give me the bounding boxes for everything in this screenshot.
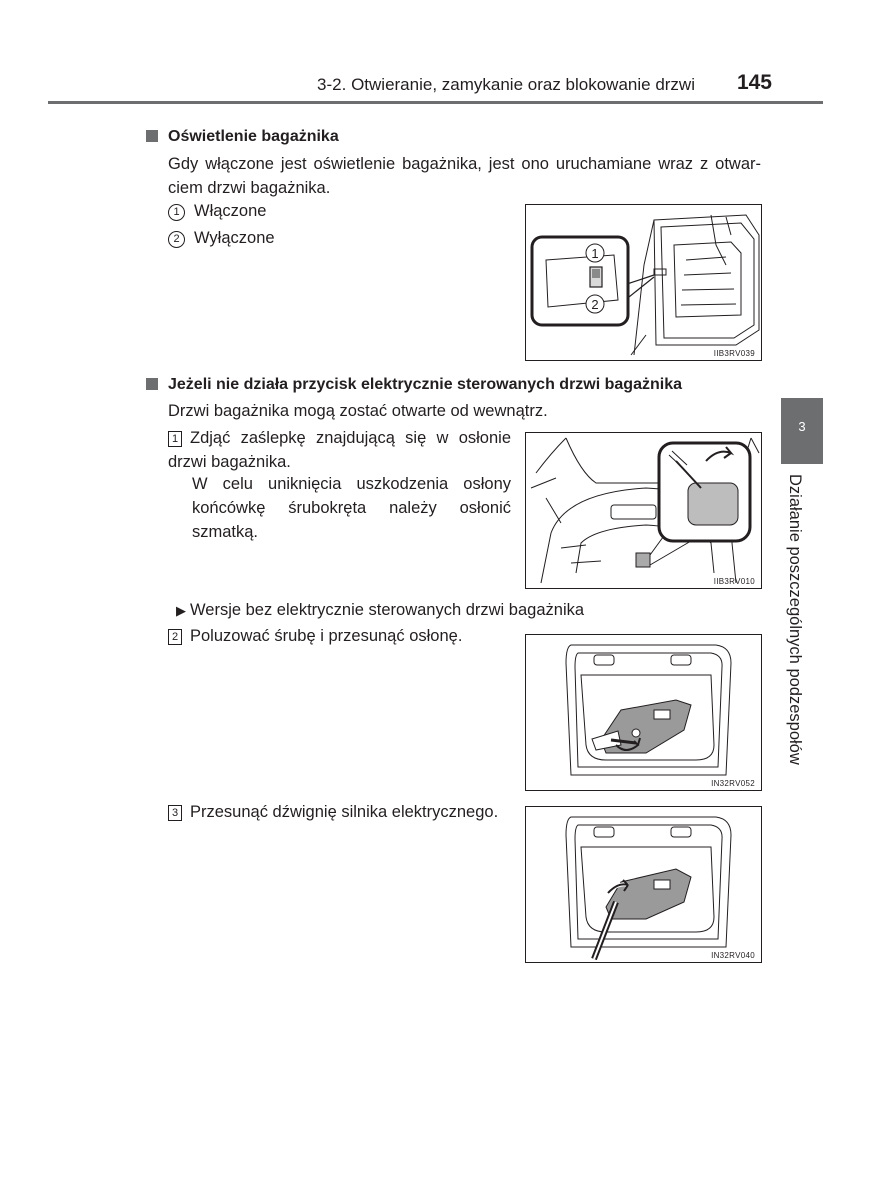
screw [632,729,640,737]
tailgate-inner-panel-illustration [526,433,761,588]
figure-tailgate-cover [525,432,762,589]
circled-number-marker: 1 [168,204,185,221]
header-divider [48,101,823,104]
chapter-side-label [772,474,812,794]
motor-lever-illustration [526,807,761,962]
circled-number-marker: 2 [168,231,185,248]
step-number-box: 2 [168,629,182,645]
section-heading-trunk-light [146,128,339,146]
manual-open-intro: Drzwi bagażnika mogą zostać otwarte od wewnątrz. [168,402,548,420]
section-heading-manual-open [146,376,682,394]
triangle-bullet-icon: ▶ [176,603,186,618]
page-number: 145 [736,71,772,94]
option-off [168,226,275,250]
option-label: Włączone [194,202,267,220]
step-number-box: 1 [168,431,182,447]
cover-location-marker [636,553,650,567]
section-heading-text: Oświetlenie bagażnika [168,128,339,145]
switch-location-marker [654,269,666,275]
step-3 [168,800,498,824]
step-text: Zdjąć zaślepkę znajdującą się w osłonie drzwi bagażnika. [168,429,511,471]
section-heading-text: Jeżeli nie działa przycisk elektrycznie sterowanych drzwi bagażnika [168,376,682,393]
trunk-interior-illustration [526,205,761,360]
step-text: Poluzować śrubę i przesunąć osłonę. [190,627,463,645]
step-2 [168,624,462,648]
figure-loosen-screw [525,634,762,791]
panel-opening-illustration [526,635,761,790]
lock-mechanism [606,869,691,919]
figure-code: IN32RV040 [711,951,755,960]
option-on [168,199,266,223]
heading-bullet-square [146,130,158,142]
figure-motor-lever [525,806,762,963]
chapter-number: 3 [798,419,806,434]
trunk-light-description [168,152,761,200]
description-text: Gdy włączone jest oświetlenie bagażnika, jest ono uruchamiane wraz z otwar-ciem drzwi bagażnika. [168,155,761,197]
step-1 [168,426,511,474]
figure-code: IIB3RV039 [713,349,755,358]
option-label: Wyłączone [194,229,275,247]
heading-bullet-square [146,378,158,390]
chapter-tab [781,398,823,464]
figure-code: IN32RV052 [711,779,755,788]
figure-trunk-light-switch [525,204,762,361]
header-section-title: 3-2. Otwieranie, zamykanie oraz blokowanie drzwi [317,75,695,94]
variant-text: Wersje bez elektrycznie sterowanych drzwi bagażnika [190,601,585,619]
figure-code: IIB3RV010 [713,577,755,586]
chapter-title: Działanie poszczególnych podzespołów [786,474,804,765]
cover-cap [688,483,738,525]
step-text: Przesunąć dźwignię silnika elektrycznego. [190,803,499,821]
step-number-box: 3 [168,805,182,821]
variant-label [176,598,584,623]
step-1-note: W celu uniknięcia uszkodzenia osłony końcówkę śrubokręta należy osłonić szmatką. [192,475,511,541]
callout-label-1: 1 [591,246,599,261]
callout-label-2: 2 [591,297,599,312]
